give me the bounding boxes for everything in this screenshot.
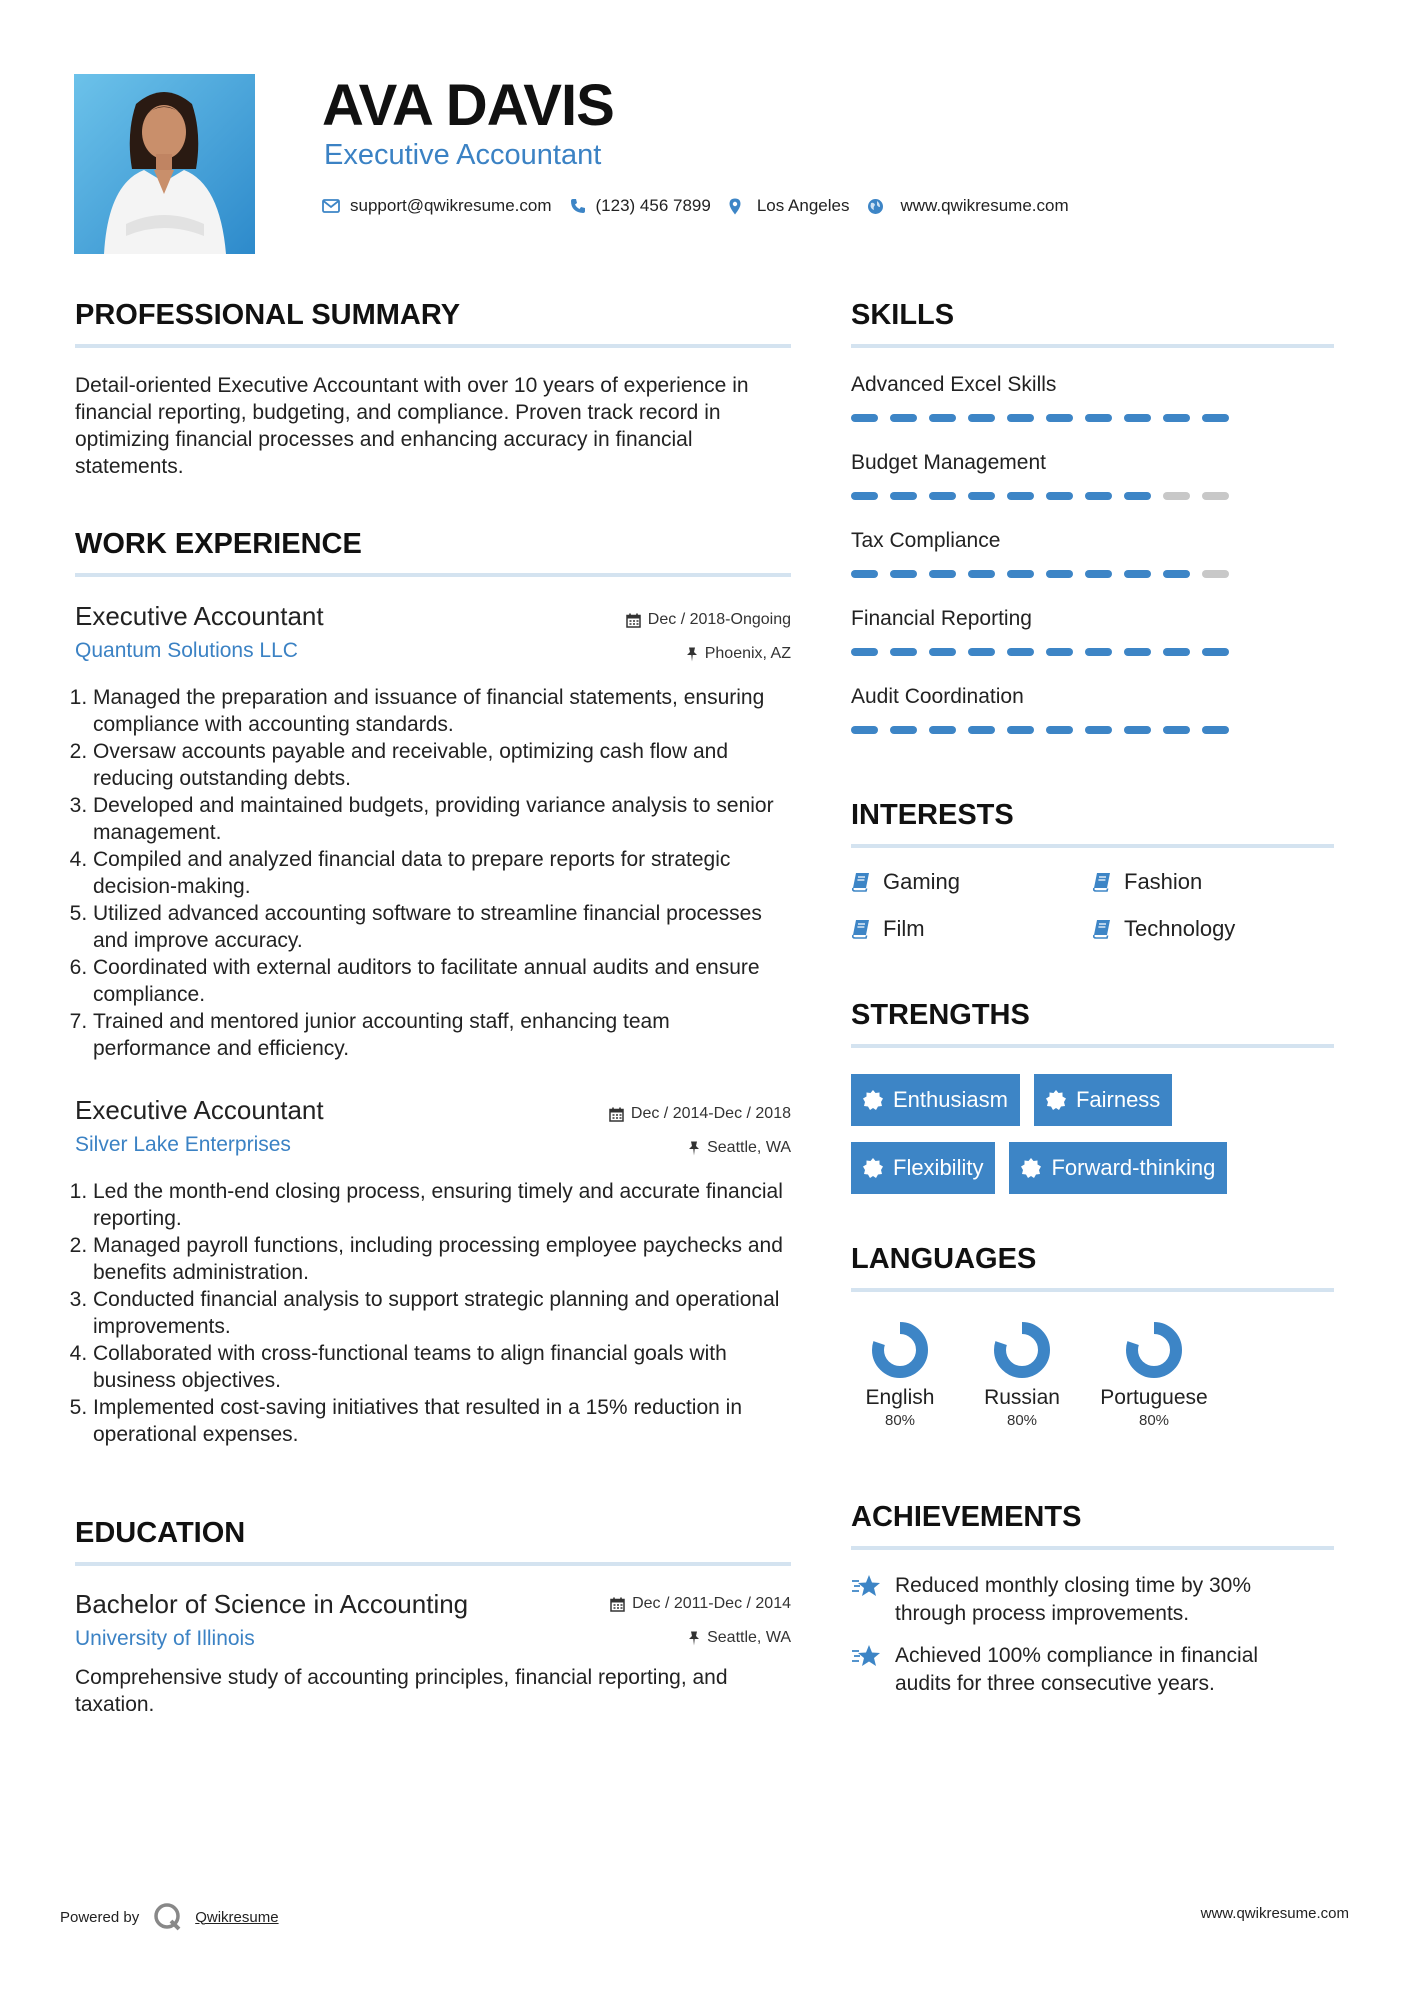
language-percent: 80% [884, 1412, 916, 1429]
interest-item [851, 868, 960, 896]
achievement-item [851, 1572, 1334, 1628]
email-text: support@qwikresume.com [350, 196, 552, 215]
skill-item [851, 372, 1334, 450]
education-dates-text: Dec / 2011-Dec / 2014 [632, 1595, 791, 1612]
interest-item [1092, 868, 1202, 896]
location-text: Los Angeles [756, 196, 850, 215]
languages-section [851, 1242, 1334, 1431]
job-title: Executive Accountant [75, 601, 324, 631]
job-entry [75, 1094, 791, 1448]
skill-level-segment [890, 648, 917, 656]
skill-name: Budget Management [851, 451, 1046, 474]
strength-label: Fairness [1075, 1087, 1161, 1112]
strengths-section [851, 998, 1334, 1194]
skills-section [851, 298, 1334, 762]
brand-link[interactable]: Qwikresume [195, 1908, 279, 1926]
interests-section [851, 798, 1334, 958]
map-pin-icon [729, 198, 741, 215]
job-entry [75, 600, 791, 1062]
education-dates [610, 1594, 791, 1614]
skill-level-bar [851, 570, 1334, 578]
language-name: Russian [984, 1386, 1060, 1409]
book-icon [1092, 872, 1112, 892]
skill-item [851, 684, 1334, 762]
language-progress-ring [870, 1320, 930, 1380]
job-bullets [75, 1178, 791, 1448]
contact-bar [322, 192, 1087, 220]
badge-icon [863, 1158, 883, 1178]
education-description: Comprehensive study of accounting principles, financial reporting, and taxation. [75, 1666, 728, 1716]
skill-level-segment [1007, 492, 1034, 500]
list-item: 4. Collaborated with cross-functional teams to align financial goals with business objectives. [93, 1340, 791, 1394]
phone-text: (123) 456 7899 [595, 196, 711, 215]
badge-icon [863, 1090, 883, 1110]
skill-level-segment [1046, 414, 1073, 422]
strengths-heading: STRENGTHS [851, 999, 1030, 1031]
skill-level-segment [1202, 648, 1229, 656]
skill-level-segment [890, 570, 917, 578]
qwikresume-logo-icon [153, 1902, 183, 1932]
language-item [845, 1320, 955, 1431]
skill-level-segment [1007, 570, 1034, 578]
language-progress-ring [992, 1320, 1052, 1380]
list-item: 5. Implemented cost-saving initiatives that resulted in a 15% reduction in operational expenses. [93, 1394, 791, 1448]
summary-heading: PROFESSIONAL SUMMARY [75, 299, 461, 331]
skill-level-segment [1163, 492, 1190, 500]
skill-level-segment [1046, 492, 1073, 500]
calendar-icon [610, 1597, 625, 1612]
skill-level-segment [851, 648, 878, 656]
achievements-heading: ACHIEVEMENTS [851, 1501, 1082, 1533]
job-location-text: Phoenix, AZ [704, 645, 791, 662]
strength-tag [1034, 1074, 1172, 1126]
strength-label: Forward-thinking [1051, 1155, 1216, 1180]
skill-level-segment [929, 492, 956, 500]
section-divider [75, 1562, 791, 1566]
skill-level-segment [1202, 570, 1229, 578]
candidate-title: Executive Accountant [324, 139, 602, 171]
section-divider [851, 1044, 1334, 1048]
section-divider [851, 344, 1334, 348]
language-percent: 80% [1138, 1412, 1170, 1429]
language-name: English [865, 1386, 935, 1409]
job-company[interactable]: Silver Lake Enterprises [75, 1133, 291, 1156]
pushpin-icon [686, 647, 698, 662]
book-icon [1092, 919, 1112, 939]
skills-list [851, 372, 1334, 762]
skill-level-segment [1124, 570, 1151, 578]
job-title: Executive Accountant [75, 1095, 324, 1125]
experience-heading: WORK EXPERIENCE [75, 528, 362, 560]
interest-item [851, 915, 925, 943]
education-heading: EDUCATION [75, 1517, 246, 1549]
skill-level-segment [1163, 726, 1190, 734]
skill-level-segment [929, 570, 956, 578]
interest-label: Film [883, 916, 925, 941]
skill-name: Financial Reporting [851, 607, 1032, 630]
job-dates [626, 610, 791, 630]
achievement-text: Achieved 100% compliance in financial audits for three consecutive years. [895, 1644, 1259, 1695]
profile-photo [74, 74, 255, 254]
skill-level-segment [1202, 726, 1229, 734]
book-icon [851, 872, 871, 892]
experience-section [75, 527, 791, 577]
list-item: 1. Managed the preparation and issuance of financial statements, ensuring compliance with accounting standards. [93, 684, 791, 738]
contact-location [729, 196, 850, 216]
summary-section [75, 298, 791, 480]
section-divider [851, 1546, 1334, 1550]
list-item: 1. Led the month-end closing process, ensuring timely and accurate financial reporting. [93, 1178, 791, 1232]
globe-icon [867, 198, 884, 215]
education-section [75, 1516, 791, 1718]
section-divider [75, 573, 791, 577]
skill-level-segment [968, 648, 995, 656]
skill-item [851, 450, 1334, 528]
interest-label: Technology [1124, 916, 1236, 941]
skill-level-segment [929, 726, 956, 734]
job-bullets [75, 684, 791, 1062]
interests-heading: INTERESTS [851, 799, 1014, 831]
skill-level-segment [968, 726, 995, 734]
section-divider [75, 344, 791, 348]
badge-icon [1046, 1090, 1066, 1110]
skill-name: Tax Compliance [851, 529, 1001, 552]
pushpin-icon [688, 1141, 700, 1156]
skill-level-segment [890, 492, 917, 500]
list-item: 3. Developed and maintained budgets, providing variance analysis to senior management. [93, 792, 791, 846]
strength-tag [851, 1074, 1020, 1126]
skill-item [851, 606, 1334, 684]
star-medal-icon [851, 1644, 883, 1670]
interest-label: Fashion [1124, 869, 1203, 894]
skill-level-segment [929, 648, 956, 656]
powered-by-text: Powered by [60, 1908, 140, 1926]
strength-label: Flexibility [893, 1155, 984, 1180]
skill-level-segment [1202, 414, 1229, 422]
skills-heading: SKILLS [851, 299, 955, 331]
skill-level-segment [1085, 726, 1112, 734]
badge-icon [1021, 1158, 1041, 1178]
skill-level-segment [851, 726, 878, 734]
calendar-icon [626, 613, 641, 628]
contact-phone[interactable] [570, 196, 711, 216]
skill-level-segment [968, 570, 995, 578]
skill-level-segment [1085, 648, 1112, 656]
skill-level-segment [1124, 414, 1151, 422]
skill-level-bar [851, 492, 1334, 500]
section-divider [851, 1288, 1334, 1292]
skill-level-bar [851, 648, 1334, 656]
skill-level-segment [1007, 648, 1034, 656]
list-item: 2. Managed payroll functions, including processing employee paychecks and benefits administration. [93, 1232, 791, 1286]
skill-level-segment [851, 414, 878, 422]
degree-title: Bachelor of Science in Accounting [75, 1589, 469, 1619]
skill-level-segment [1124, 648, 1151, 656]
skill-item [851, 528, 1334, 606]
skill-level-segment [929, 414, 956, 422]
job-location [688, 1138, 791, 1158]
skill-level-segment [1046, 570, 1073, 578]
footer-branding [60, 1902, 279, 1932]
skill-level-segment [1163, 570, 1190, 578]
person-portrait-icon [74, 74, 255, 254]
interest-item [1092, 915, 1235, 943]
skill-level-segment [1163, 648, 1190, 656]
interest-label: Gaming [883, 869, 961, 894]
strength-tag [851, 1142, 995, 1194]
calendar-icon [609, 1107, 624, 1122]
job-location-text: Seattle, WA [707, 1139, 791, 1156]
skill-level-segment [890, 414, 917, 422]
skill-level-segment [1124, 726, 1151, 734]
education-location-text: Seattle, WA [707, 1629, 791, 1646]
envelope-icon [322, 199, 340, 213]
language-progress-ring [1124, 1320, 1184, 1380]
list-item: 6. Coordinated with external auditors to facilitate annual audits and ensure compliance. [93, 954, 791, 1008]
skill-level-segment [1124, 492, 1151, 500]
skill-level-bar [851, 414, 1334, 422]
list-item: 2. Oversaw accounts payable and receivable, optimizing cash flow and reducing outstanding debts. [93, 738, 791, 792]
summary-text: Detail-oriented Executive Accountant with over 10 years of experience in financial reporting, budgeting, and compliance. Proven track record in optimizing financial processes and enhancing accuracy in financial statements. [75, 374, 749, 478]
skill-level-segment [1007, 414, 1034, 422]
language-item [967, 1320, 1077, 1431]
skill-level-segment [1007, 726, 1034, 734]
strength-label: Enthusiasm [893, 1087, 1008, 1112]
skill-level-segment [1085, 414, 1112, 422]
job-company[interactable]: Quantum Solutions LLC [75, 639, 298, 662]
list-item: 3. Conducted financial analysis to support strategic planning and operational improvements. [93, 1286, 791, 1340]
strength-tag [1009, 1142, 1227, 1194]
skill-level-segment [890, 726, 917, 734]
skill-level-segment [1085, 492, 1112, 500]
list-item: 4. Compiled and analyzed financial data to prepare reports for strategic decision-making. [93, 846, 791, 900]
list-item: 5. Utilized advanced accounting software to streamline financial processes and improve accuracy. [93, 900, 791, 954]
skill-level-segment [1046, 726, 1073, 734]
language-name: Portuguese [1100, 1386, 1208, 1409]
achievement-item [851, 1642, 1334, 1698]
job-dates-text: Dec / 2018-Ongoing [647, 611, 791, 628]
website-text: www.qwikresume.com [900, 196, 1069, 215]
book-icon [851, 919, 871, 939]
skill-name: Audit Coordination [851, 685, 1024, 708]
skill-level-segment [1202, 492, 1229, 500]
languages-heading: LANGUAGES [851, 1243, 1037, 1275]
job-location [686, 644, 791, 664]
job-dates [609, 1104, 791, 1124]
achievements-section [851, 1500, 1334, 1698]
contact-website[interactable] [867, 196, 1068, 216]
skill-level-segment [1046, 648, 1073, 656]
phone-icon [570, 198, 586, 214]
skill-level-segment [851, 570, 878, 578]
contact-email[interactable] [322, 196, 552, 216]
pushpin-icon [688, 1631, 700, 1646]
star-medal-icon [851, 1574, 883, 1600]
skill-level-segment [851, 492, 878, 500]
skill-level-segment [1163, 414, 1190, 422]
job-dates-text: Dec / 2014-Dec / 2018 [630, 1105, 791, 1122]
language-item [1089, 1320, 1219, 1431]
skill-level-segment [1085, 570, 1112, 578]
education-location [688, 1628, 791, 1648]
skill-level-segment [968, 414, 995, 422]
candidate-name: AVA DAVIS [322, 73, 614, 138]
school-name[interactable]: University of Illinois [75, 1627, 255, 1650]
footer-website[interactable]: www.qwikresume.com [1200, 1905, 1349, 1922]
language-percent: 80% [1006, 1412, 1038, 1429]
skill-name: Advanced Excel Skills [851, 373, 1057, 396]
skill-level-bar [851, 726, 1334, 734]
list-item: 7. Trained and mentored junior accounting staff, enhancing team performance and efficiency. [93, 1008, 791, 1062]
skill-level-segment [968, 492, 995, 500]
achievement-text: Reduced monthly closing time by 30% through process improvements. [895, 1574, 1252, 1625]
section-divider [851, 844, 1334, 848]
